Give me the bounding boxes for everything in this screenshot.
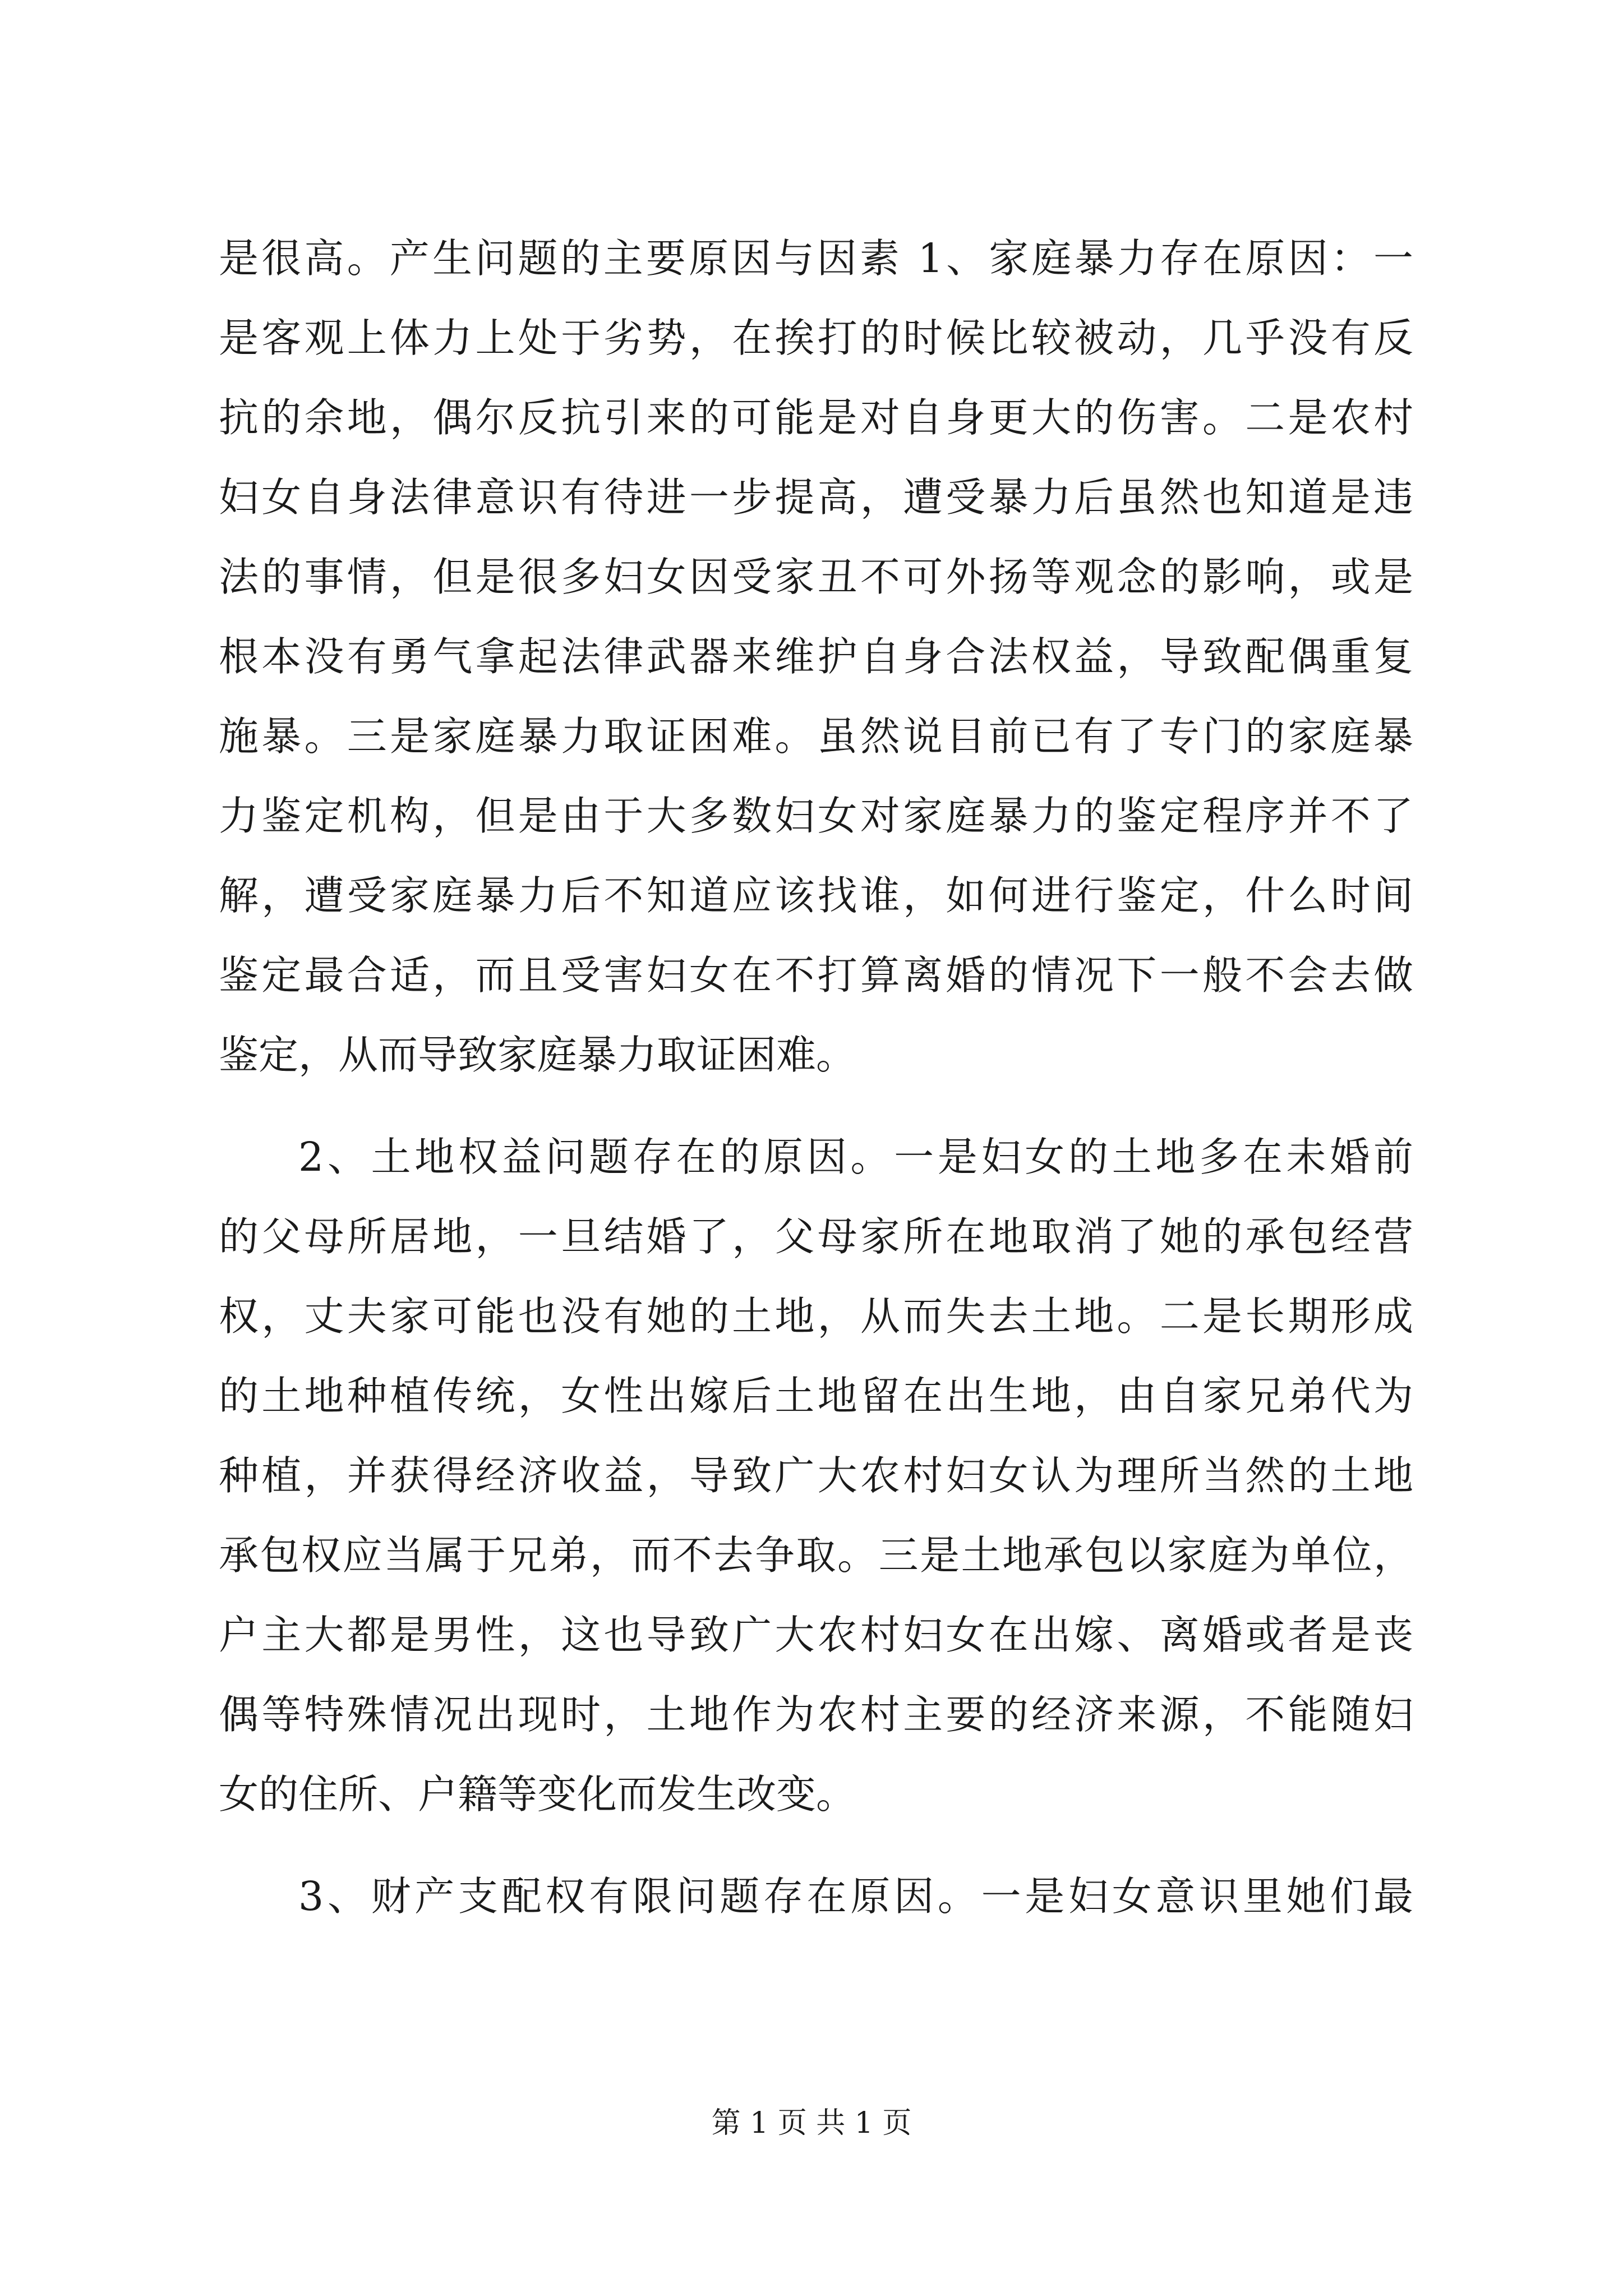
text-line: 3、财产支配权有限问题存在原因。一是妇女意识里她们最 xyxy=(298,1873,1413,1920)
text-line: 根本没有勇气拿起法律武器来维护自身合法权益，导致配偶重复 xyxy=(219,633,1413,680)
paragraph-1 xyxy=(219,219,1413,1095)
text-line: 的土地种植传统，女性出嫁后土地留在出生地，由自家兄弟代为 xyxy=(219,1373,1413,1419)
text-line: 是很高。产生问题的主要原因与因素 1、家庭暴力存在原因：一 xyxy=(219,235,1413,282)
text-line: 承包权应当属于兄弟，而不去争取。三是土地承包以家庭为单位， xyxy=(219,1532,1413,1579)
page-footer xyxy=(0,2106,1623,2140)
paragraph-spacing xyxy=(219,1095,1413,1117)
body-text xyxy=(219,219,1413,1936)
text-line: 女的住所、户籍等变化而发生改变。 xyxy=(219,1771,856,1818)
text-line: 的父母所居地，一旦结婚了，父母家所在地取消了她的承包经营 xyxy=(219,1213,1413,1260)
text-line: 抗的余地，偶尔反抗引来的可能是对自身更大的伤害。二是农村 xyxy=(219,394,1413,441)
text-line: 权，丈夫家可能也没有她的土地，从而失去土地。二是长期形成 xyxy=(219,1293,1413,1340)
text-line: 力鉴定机构，但是由于大多数妇女对家庭暴力的鉴定程序并不了 xyxy=(219,793,1413,839)
text-line: 2、土地权益问题存在的原因。一是妇女的土地多在未婚前 xyxy=(298,1134,1413,1180)
text-line: 是客观上体力上处于劣势，在挨打的时候比较被动，几乎没有反 xyxy=(219,315,1413,361)
text-line: 种植，并获得经济收益，导致广大农村妇女认为理所当然的土地 xyxy=(219,1452,1413,1499)
text-line: 户主大都是男性，这也导致广大农村妇女在出嫁、离婚或者是丧 xyxy=(219,1612,1413,1658)
text-line: 妇女自身法律意识有待进一步提高，遭受暴力后虽然也知道是违 xyxy=(219,474,1413,521)
page-number-label: 第 1 页 共 1 页 xyxy=(711,2106,912,2140)
text-line: 解，遭受家庭暴力后不知道应该找谁，如何进行鉴定，什么时间 xyxy=(219,872,1413,919)
text-line: 偶等特殊情况出现时，土地作为农村主要的经济来源，不能随妇 xyxy=(219,1691,1413,1738)
text-line: 鉴定最合适，而且受害妇女在不打算离婚的情况下一般不会去做 xyxy=(219,952,1413,999)
text-line: 施暴。三是家庭暴力取证困难。虽然说目前已有了专门的家庭暴 xyxy=(219,713,1413,760)
paragraph-3 xyxy=(219,1857,1413,1936)
text-line: 鉴定，从而导致家庭暴力取证困难。 xyxy=(219,1032,856,1078)
paragraph-spacing xyxy=(219,1834,1413,1857)
text-line: 法的事情，但是很多妇女因受家丑不可外扬等观念的影响，或是 xyxy=(219,554,1413,600)
paragraph-2 xyxy=(219,1117,1413,1834)
